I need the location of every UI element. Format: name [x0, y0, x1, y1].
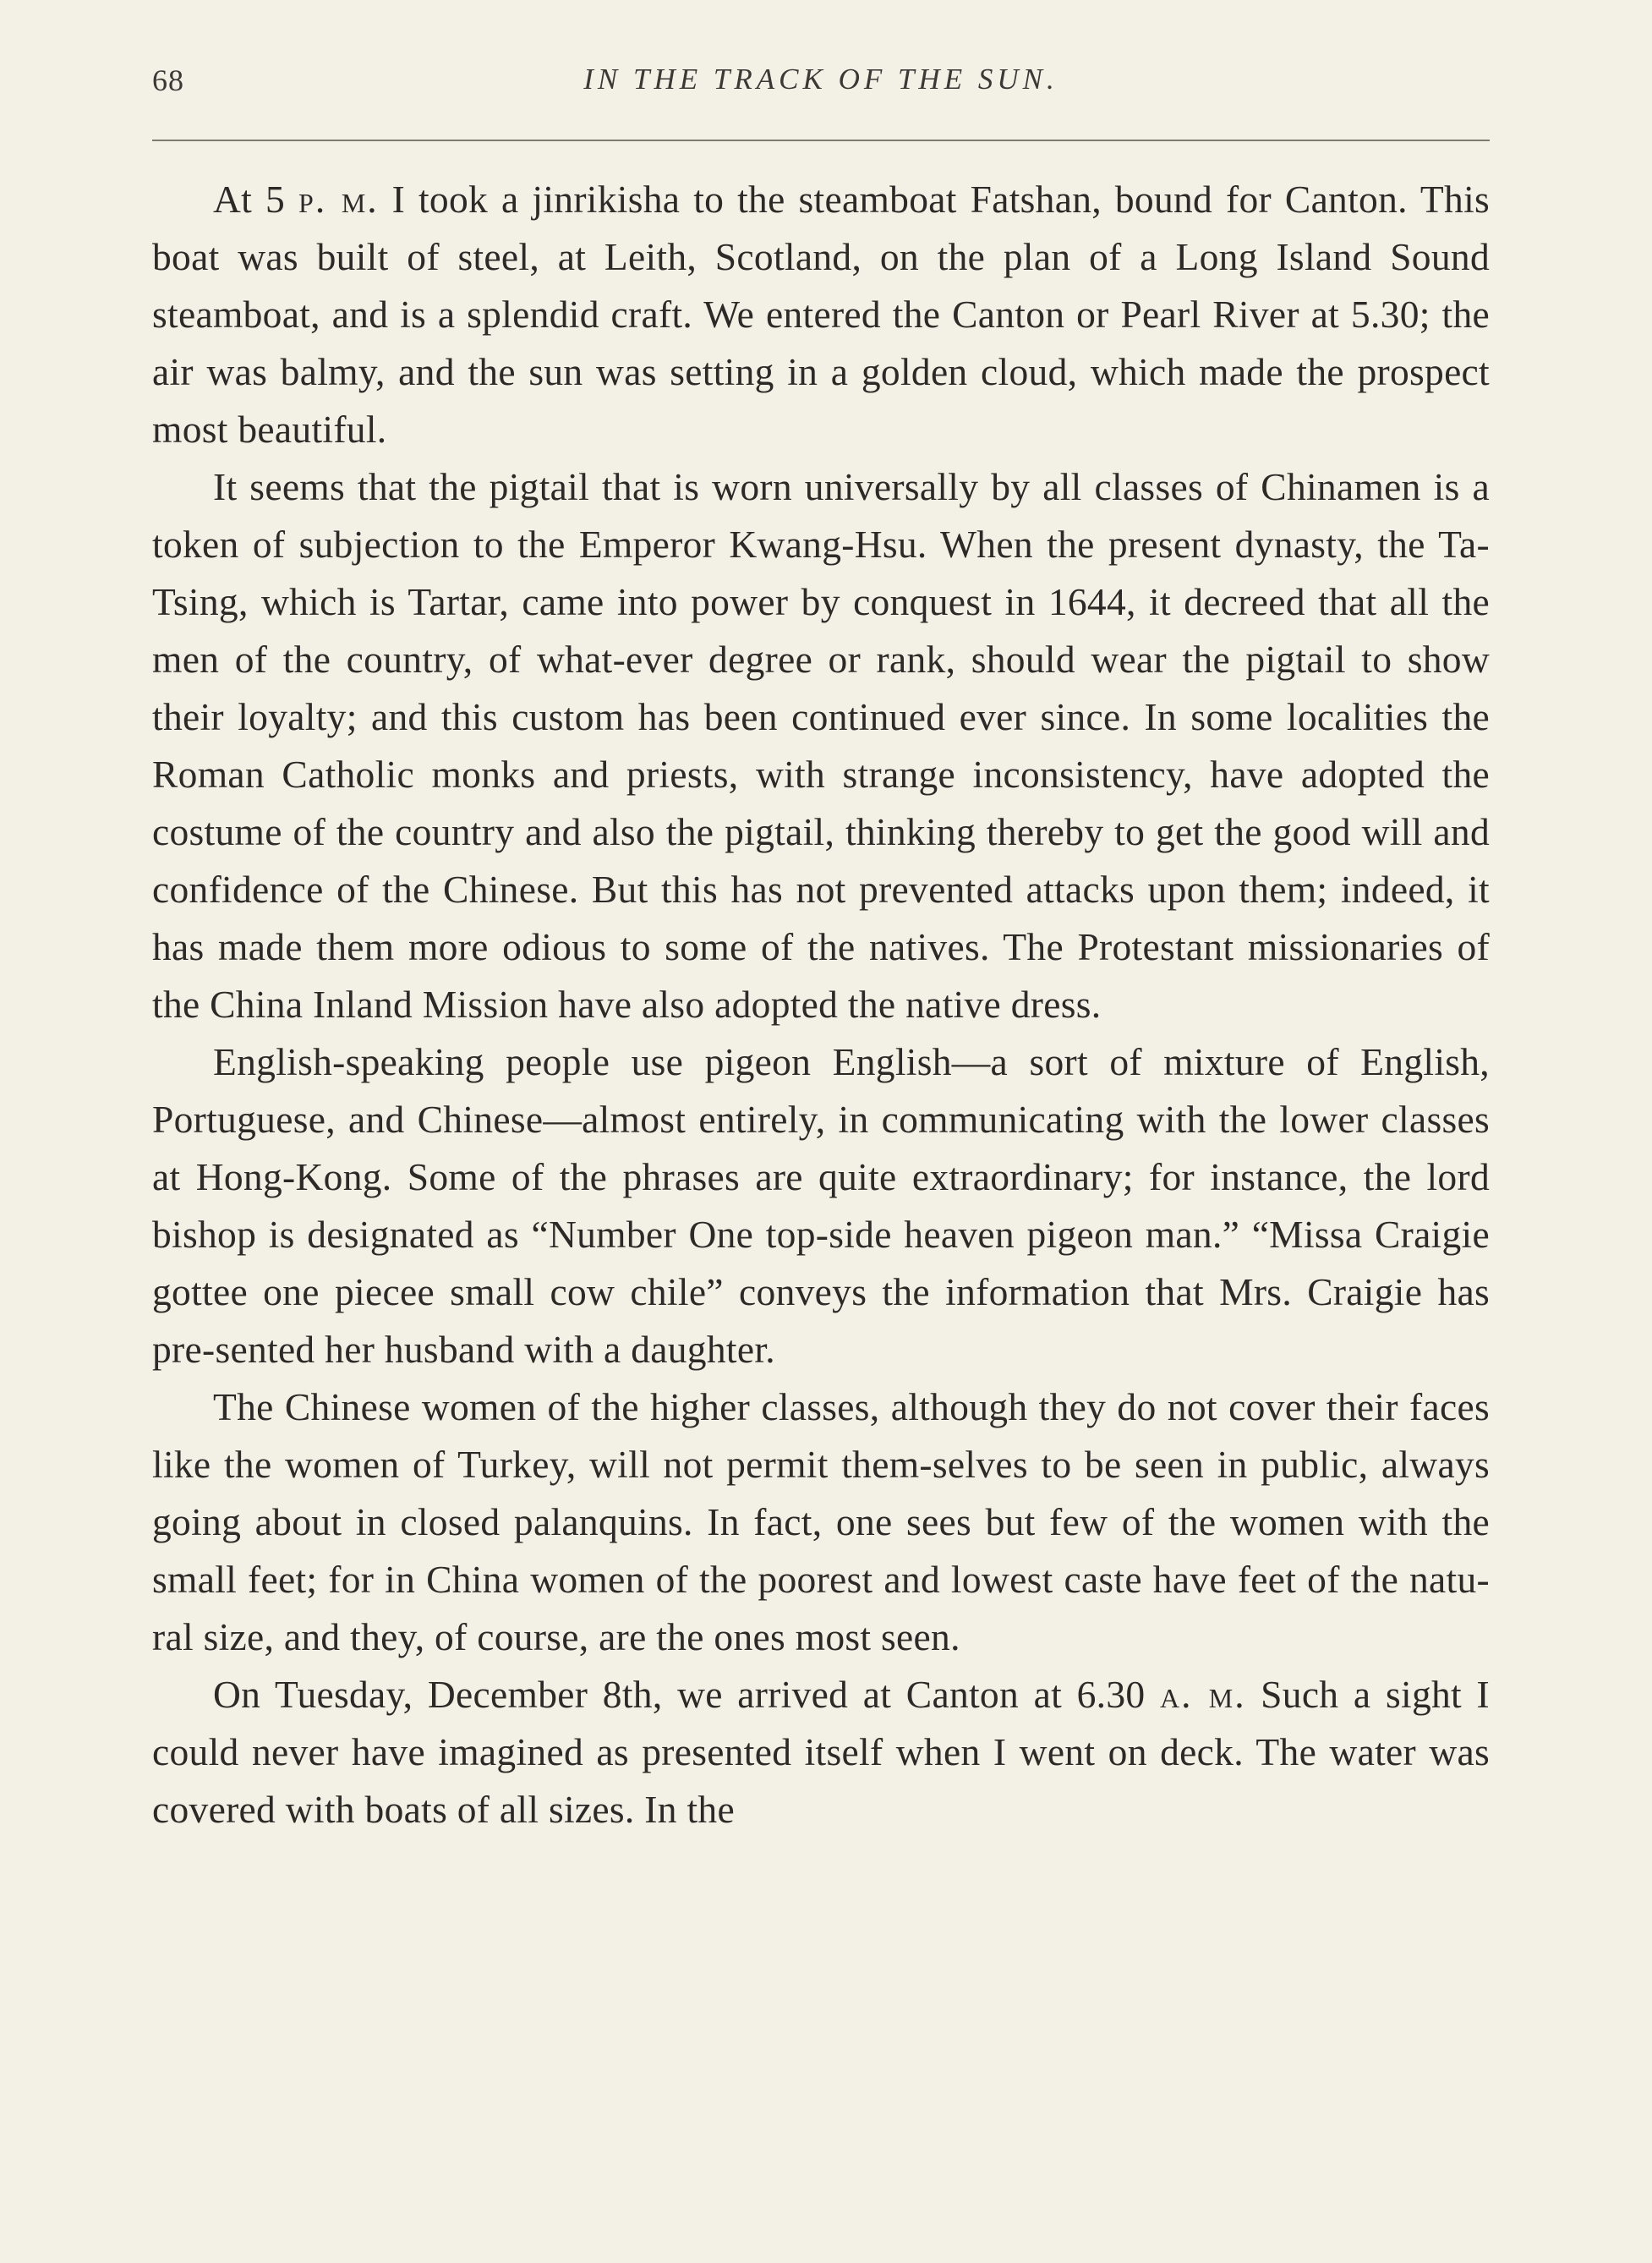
paragraph-fatshan: At 5 p. m. I took a jinrikisha to the steamboat Fatshan, bound for Canton. This boat was built of steel, at Leith, Scotland, on the plan of a Long Island Sound steamboat, and is a splendid craft. We entered the Canton or Pearl River at 5.30; the air was balmy, and the sun was setting in a golden cloud, which made the prospect most beautiful.	[152, 178, 1491, 451]
running-title: IN THE TRACK OF THE SUN.	[583, 63, 1058, 96]
time-am: a. m.	[1160, 1673, 1246, 1716]
paragraph-chinese-women: The Chinese women of the higher classes, although they do not cover their faces like the women of Turkey, will not permit them-selves to be seen in public, always going about in closed palanquins. In fact, one sees but few of the women with the small feet; for in China women of the poorest and lowest caste have feet of the natu-ral size, and they, of course, are the ones most seen.	[152, 1385, 1490, 1658]
paragraph-pigeon-english: English-speaking people use pigeon English—a sort of mixture of English, Portuguese, and Chinese—almost entirely, in communicating with the lower classes at Hong-Kong. Some of the phrases are quite extraordinary; for instance, the lord bishop is designated as “Number One top-side heaven pigeon man.” “Missa Craigie gottee one piecee small cow chile” conveys the information that Mrs. Craigie has pre-sented her husband with a daughter.	[152, 1040, 1490, 1371]
paragraph-pigtail: It seems that the pigtail that is worn universally by all classes of Chinamen is a token of subjection to the Emperor Kwang-Hsu. When the present dynasty, the Ta-Tsing, which is Tartar, came into power by conquest in 1644, it decreed that all the men of the country, of what-ever degree or rank, should wear the pigtail to show their loyalty; and this custom has been continued ever since. In some localities the Roman Catholic monks and priests, with strange inconsistency, have adopted the costume of the country and also the pigtail, thinking thereby to get the good will and confidence of the Chinese. But this has not prevented attacks upon them; indeed, it has made them more odious to some of the natives. The Protestant missionaries of the China Inland Mission have also adopted the native dress.	[152, 465, 1490, 1026]
page-number: 68	[152, 63, 184, 97]
time-pm: p. m.	[298, 178, 379, 221]
paragraph-canton-arrival: On Tuesday, December 8th, we arrived at Canton at 6.30 a. m. Such a sight I could never have imagined as presented itself when I went on deck. The water was covered with boats of all sizes. In the	[152, 1673, 1491, 1831]
header-rule	[152, 140, 1490, 141]
running-head	[152, 63, 1490, 105]
body-text	[152, 171, 1490, 1838]
